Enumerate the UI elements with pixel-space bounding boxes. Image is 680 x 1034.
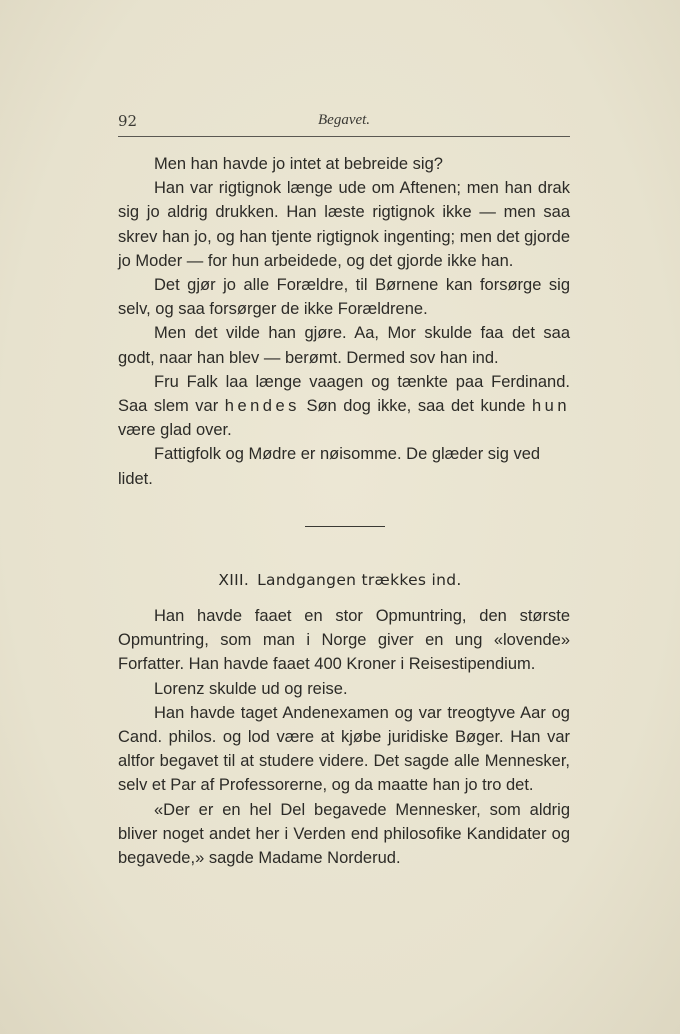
paragraph: Han var rigtignok længe ude om Aftenen; men han drak sig jo aldrig drukken. Han læste rigtignok ikke — men saa skrev han jo, og han tjente rigtignok ingenting; men det gjorde jo Moder — for hun arbeidede, og det gjorde ikke han. — [118, 179, 570, 270]
paragraph: Men det vilde han gjøre. Aa, Mor skulde faa det saa godt, naar han blev — berømt. Dermed sov han ind. — [118, 324, 570, 367]
text-run: Søn dog ikke, saa det kunde — [299, 397, 532, 416]
chapter-title: Landgangen trækkes ind. — [257, 571, 462, 589]
text-run: Fru Falk laa længe vaagen og tænkte paa Ferdinand. Saa slem var — [118, 372, 570, 416]
text-block-1 — [118, 152, 570, 491]
page-number: 92 — [118, 112, 138, 130]
text-block-2 — [118, 604, 570, 870]
paragraph: Han havde faaet en stor Opmuntring, den største Opmuntring, som man i Norge giver en ung «lovende» Forfatter. Han havde faaet 400 Kroner i Reisestipendium. — [118, 607, 570, 674]
paragraph — [118, 370, 570, 443]
running-title: Begavet. — [318, 112, 371, 128]
emphasized-word: hun — [531, 397, 570, 416]
paragraph: Fattigfolk og Mødre er nøisomme. De glæder sig ved lidet. — [118, 445, 541, 488]
paragraph: «Der er en hel Del begavede Mennesker, som aldrig bliver noget andet her i Verden end philosofike Kandidater og begavede,» sagde Madame Norderud. — [118, 800, 570, 868]
page-header — [118, 110, 570, 137]
section-divider — [305, 526, 385, 527]
paragraph: Lorenz skulde ud og reise. — [154, 679, 348, 698]
chapter-heading — [0, 571, 680, 589]
paragraph: Men han havde jo intet at bebreide sig? — [154, 155, 443, 173]
paragraph: Det gjør jo alle Forældre, til Børnene kan forsørge sig selv, og saa forsørger de ikke Forældrene. — [118, 276, 570, 319]
text-run: være glad over. — [118, 421, 232, 440]
paragraph: Han havde taget Andenexamen og var treogtyve Aar og Cand. philos. og lod være at kjøbe juridiske Bøger. Han var altfor begavet til at studere videre. Det sagde alle Mennesker, selv et Par af Professorerne, og da maatte han jo tro det. — [118, 703, 570, 795]
chapter-number: XIII. — [218, 571, 250, 589]
emphasized-word: hendes — [224, 397, 300, 416]
